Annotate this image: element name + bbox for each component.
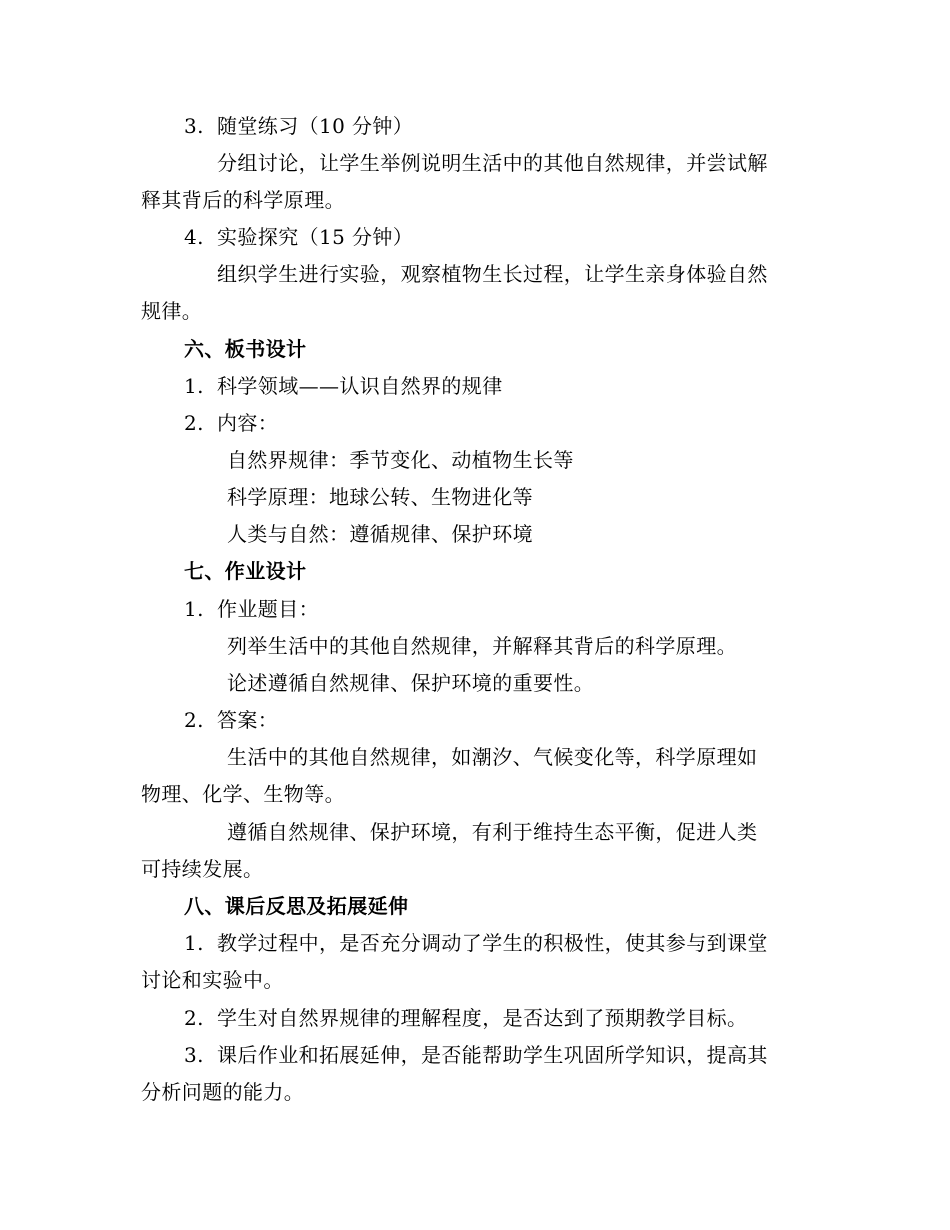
item-text: 学生对自然界规律的理解程度，是否达到了预期教学目标。 xyxy=(217,1006,748,1030)
list-item xyxy=(184,409,278,437)
section-heading: 八、课后反思及拓展延伸 xyxy=(184,894,409,918)
paragraph-line: 组织学生进行实验，观察植物生长过程，让学生亲身体验自然 xyxy=(217,262,768,286)
item-text: 作业题目： xyxy=(217,597,319,621)
item-text: 科学领域——认识自然界的规律 xyxy=(217,374,503,398)
paragraph-line: 遵循自然规律、保护环境，有利于维持生态平衡，促进人类 xyxy=(227,820,758,844)
item-text: 实验探究（15 分钟） xyxy=(217,225,414,249)
list-item xyxy=(184,929,768,957)
item-number: 1. xyxy=(184,597,204,621)
paragraph-line: 讨论和实验中。 xyxy=(141,968,284,992)
item-text: 内容： xyxy=(217,411,279,435)
paragraph-line: 物理、化学、生物等。 xyxy=(141,782,345,806)
item-number: 2. xyxy=(184,411,204,435)
item-number: 4. xyxy=(184,225,204,249)
item-number: 3. xyxy=(184,1043,204,1067)
paragraph-line: 生活中的其他自然规律，如潮汐、气候变化等，科学原理如 xyxy=(227,745,758,769)
list-item xyxy=(184,595,319,623)
item-number: 1. xyxy=(184,374,204,398)
paragraph-line: 可持续发展。 xyxy=(141,857,264,881)
item-number: 2. xyxy=(184,1006,204,1030)
content-line: 人类与自然：遵循规律、保护环境 xyxy=(227,522,533,546)
paragraph-line: 规律。 xyxy=(141,299,203,323)
question-line: 论述遵循自然规律、保护环境的重要性。 xyxy=(227,671,595,695)
section-heading: 七、作业设计 xyxy=(184,559,307,583)
paragraph-line: 释其背后的科学原理。 xyxy=(141,188,345,212)
item-number: 3. xyxy=(184,114,204,138)
item-text: 教学过程中，是否充分调动了学生的积极性，使其参与到课堂 xyxy=(217,931,768,955)
list-item xyxy=(184,223,413,251)
item-number: 2. xyxy=(184,708,204,732)
content-line: 科学原理：地球公转、生物进化等 xyxy=(227,485,533,509)
list-item xyxy=(184,706,278,734)
section-heading: 六、板书设计 xyxy=(184,337,307,361)
paragraph-line: 分析问题的能力。 xyxy=(141,1080,305,1104)
list-item xyxy=(184,112,413,140)
list-item xyxy=(184,1041,768,1069)
content-line: 自然界规律：季节变化、动植物生长等 xyxy=(227,448,574,472)
item-text: 课后作业和拓展延伸，是否能帮助学生巩固所学知识，提高其 xyxy=(217,1043,768,1067)
paragraph-line: 分组讨论，让学生举例说明生活中的其他自然规律，并尝试解 xyxy=(217,151,768,175)
list-item xyxy=(184,372,503,400)
item-number: 1. xyxy=(184,931,204,955)
question-line: 列举生活中的其他自然规律，并解释其背后的科学原理。 xyxy=(227,634,737,658)
item-text: 随堂练习（10 分钟） xyxy=(217,114,414,138)
list-item xyxy=(184,1004,747,1032)
item-text: 答案： xyxy=(217,708,279,732)
